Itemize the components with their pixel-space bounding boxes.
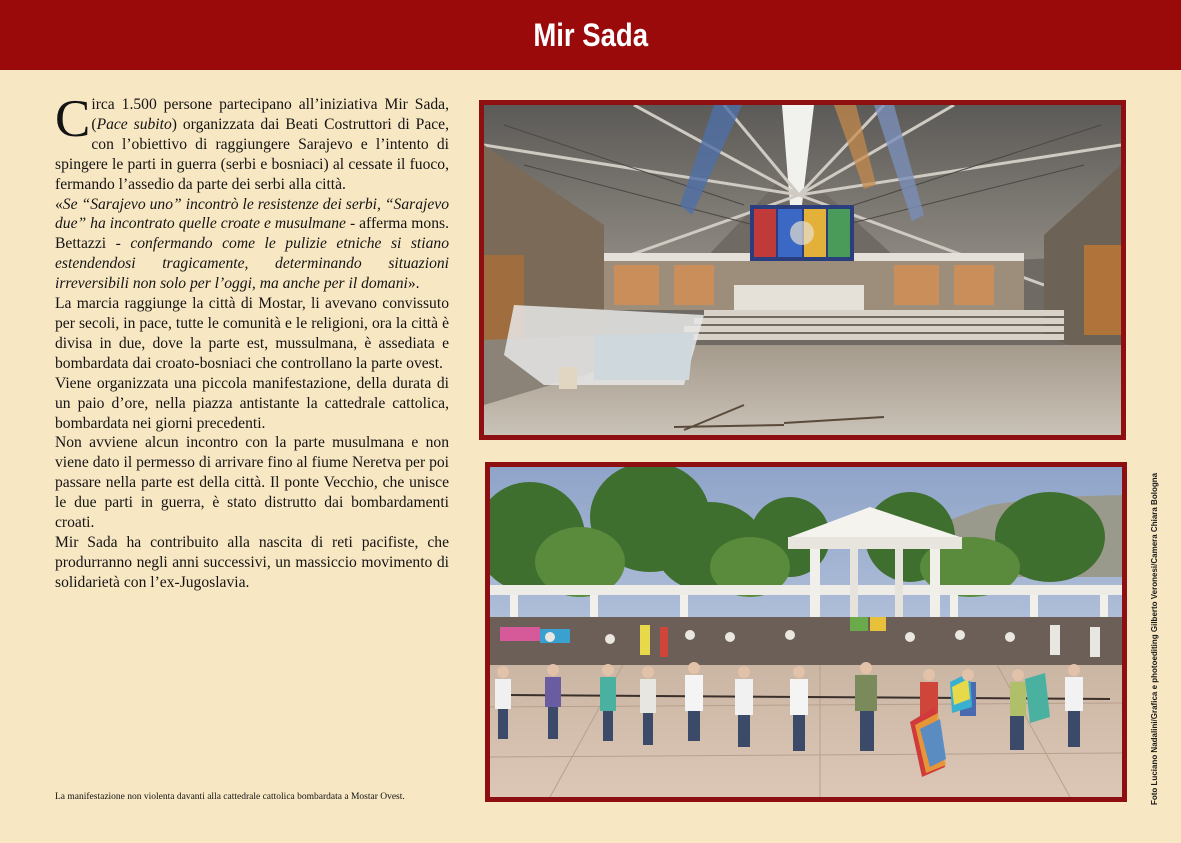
paragraph-5: Non avviene alcun incontro con la parte musulmana e non viene dato il permesso di arrivare fino al fiume Neretva per poi passare nella parte est della città. Il ponte Vecchio, che unisce le due parti in guerra, è stato distrutto dai bombardamenti croati. xyxy=(55,434,449,532)
demonstration-photo xyxy=(485,462,1127,802)
page-title: Mir Sada xyxy=(533,16,648,53)
paragraph-3: La marcia raggiunge la città di Mostar, li avevano convissuto per secoli, in pace, tutte le comunità e le religioni, ora la città è divisa in due, dove la parte est, mussulmana, è assediata e bombardata dai croato-bosniaci che controllano la parte ovest. xyxy=(55,295,449,372)
drop-cap: C xyxy=(55,90,91,148)
cathedral-interior-photo xyxy=(479,100,1126,440)
article-body xyxy=(55,90,450,593)
paragraph-quote: «Se “Sarajevo uno” incontrò le resistenze dei serbi, “Sarajevo due” ha incontrato quelle croate e musulmane - afferma mons. Bettazzi - confermando come le pulizie etniche si stiano estendendosi tragicamente, determinando situazioni irreversibili non solo per l’oggi, ma anche per il domani». xyxy=(55,195,449,293)
cathedral-interior-image xyxy=(484,105,1121,435)
page-header xyxy=(0,0,1181,70)
paragraph-6: Mir Sada ha contribuito alla nascita di reti pacifiste, che produrranno negli anni successivi, un massiccio movimento di solidarietà con l’ex-Jugoslavia. xyxy=(55,533,449,591)
photo-caption: La manifestazione non violenta davanti alla cattedrale cattolica bombardata a Mostar Ovest. xyxy=(55,792,405,802)
photo-credit: Foto Luciano Nadalini/Grafica e photoediting Gilberto Veronesi/Camera Chiara Bologna xyxy=(1150,472,1159,805)
paragraph-1: Circa 1.500 persone partecipano all’iniziativa Mir Sada, (Pace subito) organizzata dai Beati Costruttori di Pace, con l’obiettivo di raggiungere Sarajevo e l’intento di spingere le parti in guerra (serbi e bosniaci) al cessate il fuoco, fermando l’assedio da parte dei serbi alla città. xyxy=(55,90,450,193)
demonstration-image xyxy=(490,467,1122,797)
paragraph-4: Viene organizzata una piccola manifestazione, della durata di un paio d’ore, nella piazza antistante la cattedrale cattolica, bombardata nei giorni precedenti. xyxy=(55,374,449,432)
